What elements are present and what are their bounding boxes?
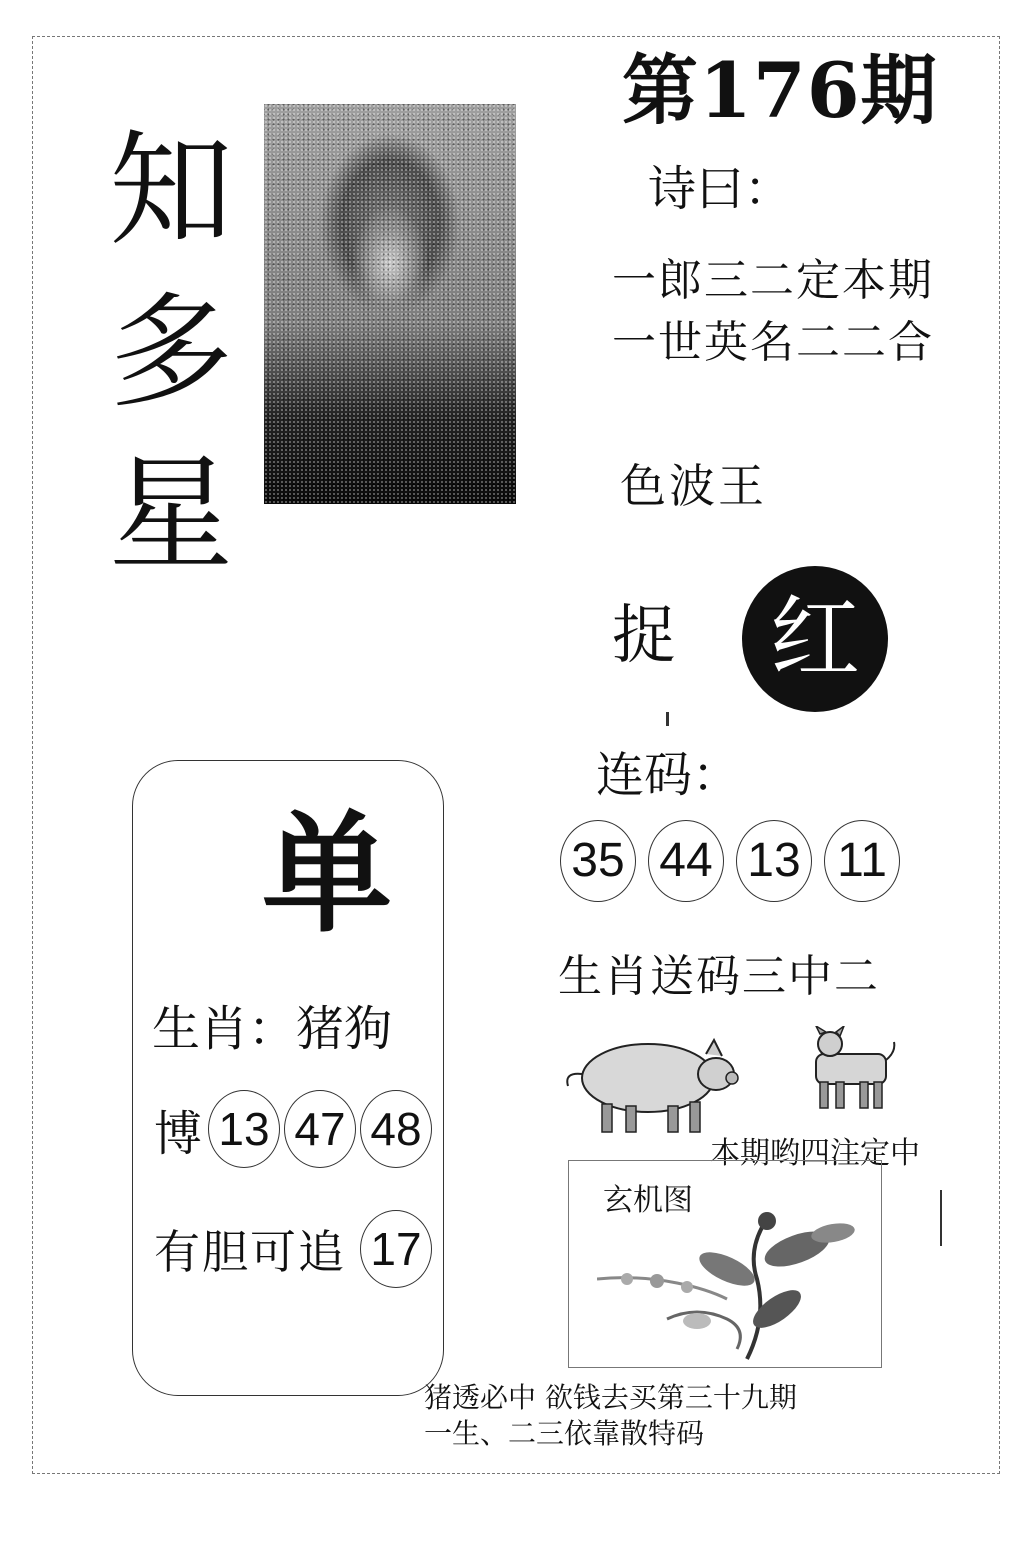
combo-title: 连码： [596,747,741,803]
footer-line-2: 一生、二三依靠散特码 [424,1417,705,1450]
bet-number: 47 [284,1090,356,1168]
pig-illustration [556,1030,742,1138]
color-value-ball: 红 [742,566,888,712]
poem-line-2: 一世英名二二合 [612,317,934,368]
footer-line-1: 猪透必中 欲钱去买第三十九期 [424,1381,797,1414]
poem-title: 诗曰： [648,161,793,217]
zodiac-prediction: 生肖：猪狗 [152,1001,393,1057]
issue-number: 第176期 [622,46,938,135]
combo-number: 11 [824,820,900,902]
odd-prediction: 单 [262,798,393,950]
dog-illustration [806,1026,898,1112]
four-bets-text: 本期哟四注定中 [710,1136,920,1171]
chase-number: 17 [360,1210,432,1288]
combo-number: 35 [560,820,636,902]
color-wave-title: 色波王 [620,459,767,513]
bet-number: 48 [360,1090,432,1168]
bet-label: 博 [154,1105,203,1162]
combo-number: 13 [736,820,812,902]
grab-label: 捉 [612,599,676,673]
combo-numbers [560,820,900,902]
brand-char-2: 多 [108,281,233,425]
chase-label: 有胆可追 [154,1225,346,1279]
combo-number: 44 [648,820,724,902]
zodiac-gift-text: 生肖送码三中二 [558,951,880,1002]
mystery-picture-box [568,1160,882,1368]
mystery-title: 玄机图 [603,1183,693,1218]
scan-mark [666,712,669,726]
brand-char-1: 知 [108,119,233,263]
bet-number: 13 [208,1090,280,1168]
brand-title [106,110,236,596]
brand-char-3: 星 [108,443,233,587]
portrait-photo [264,104,516,504]
scan-mark [940,1190,942,1246]
plant-illustration [597,1209,859,1361]
bet-row [154,1090,432,1168]
poem-line-1: 一郎三二定本期 [612,255,934,306]
chase-row [154,1210,432,1288]
